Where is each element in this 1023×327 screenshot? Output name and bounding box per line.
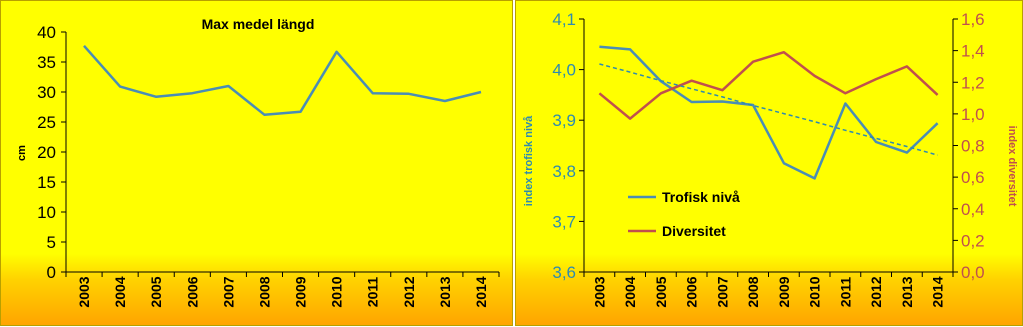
x-tick-label: 2008 xyxy=(256,276,273,308)
x-tick-label: 2014 xyxy=(472,276,489,308)
right-y-tick-label: 0,8 xyxy=(961,136,985,156)
x-tick-label: 2011 xyxy=(364,276,381,308)
y-tick-label: 15 xyxy=(37,173,56,192)
left-y-axis-label: index trofisk nivå xyxy=(523,115,535,207)
x-tick-label: 2012 xyxy=(868,276,885,308)
series-line-diversitet xyxy=(599,52,937,118)
x-tick-label: 2007 xyxy=(714,276,731,308)
x-tick-label: 2006 xyxy=(184,276,201,308)
y-tick-label: 40 xyxy=(37,23,56,42)
right-y-tick-label: 0,4 xyxy=(961,199,985,219)
right-y-tick-label: 1,0 xyxy=(961,104,985,124)
trophic-diversity-chart xyxy=(516,1,1023,327)
right-y-tick-label: 1,4 xyxy=(961,41,985,61)
series-line-max-length xyxy=(84,46,481,115)
x-tick-label: 2003 xyxy=(591,276,608,308)
trendline-trofisk-niva xyxy=(599,64,937,155)
right-y-tick-label: 0,2 xyxy=(961,231,985,251)
x-tick-label: 2010 xyxy=(328,276,345,308)
x-tick-label: 2009 xyxy=(292,276,309,308)
chart-title: Max medel längd xyxy=(201,16,315,32)
right-y-tick-label: 1,6 xyxy=(961,10,985,29)
x-tick-label: 2010 xyxy=(806,276,823,308)
x-tick-label: 2007 xyxy=(220,276,237,308)
left-y-tick-label: 3,9 xyxy=(552,111,576,131)
legend xyxy=(628,189,740,239)
left-y-tick-label: 3,6 xyxy=(552,263,576,282)
x-tick-label: 2013 xyxy=(898,276,915,308)
x-tick-label: 2014 xyxy=(929,276,946,308)
x-tick-label: 2012 xyxy=(400,276,417,308)
y-tick-label: 20 xyxy=(37,143,56,162)
y-axis-label: cm xyxy=(16,145,28,161)
y-tick-label: 5 xyxy=(46,233,56,252)
series-line-trofisk-niva xyxy=(599,47,937,179)
y-tick-label: 10 xyxy=(37,203,56,222)
legend-label-trofisk: Trofisk nivå xyxy=(662,189,740,205)
x-tick-label: 2009 xyxy=(775,276,792,308)
max-length-chart xyxy=(1,1,514,327)
chart-panel-trophic-diversity xyxy=(515,0,1023,326)
x-tick-label: 2003 xyxy=(76,276,93,308)
left-y-tick-label: 3,7 xyxy=(552,212,576,232)
right-y-axis-label: index diversitet xyxy=(1006,125,1018,207)
left-y-tick-label: 4,1 xyxy=(552,10,576,29)
x-tick-label: 2004 xyxy=(622,276,639,308)
x-tick-label: 2005 xyxy=(652,276,669,308)
legend-label-diversitet: Diversitet xyxy=(662,223,726,239)
right-y-tick-label: 0,0 xyxy=(961,263,985,282)
x-tick-label: 2011 xyxy=(837,276,854,308)
y-tick-label: 30 xyxy=(37,83,56,102)
y-tick-label: 0 xyxy=(46,263,56,282)
y-tick-label: 25 xyxy=(37,113,56,132)
x-tick-label: 2008 xyxy=(745,276,762,308)
x-tick-label: 2013 xyxy=(436,276,453,308)
right-y-tick-label: 1,2 xyxy=(961,73,985,93)
left-y-tick-label: 4,0 xyxy=(552,60,576,80)
x-tick-label: 2005 xyxy=(148,276,165,308)
y-tick-label: 35 xyxy=(37,53,56,72)
chart-panel-max-length xyxy=(0,0,513,326)
x-tick-label: 2004 xyxy=(112,276,129,308)
right-y-tick-label: 0,6 xyxy=(961,168,985,188)
x-tick-label: 2006 xyxy=(683,276,700,308)
left-y-tick-label: 3,8 xyxy=(552,161,576,181)
